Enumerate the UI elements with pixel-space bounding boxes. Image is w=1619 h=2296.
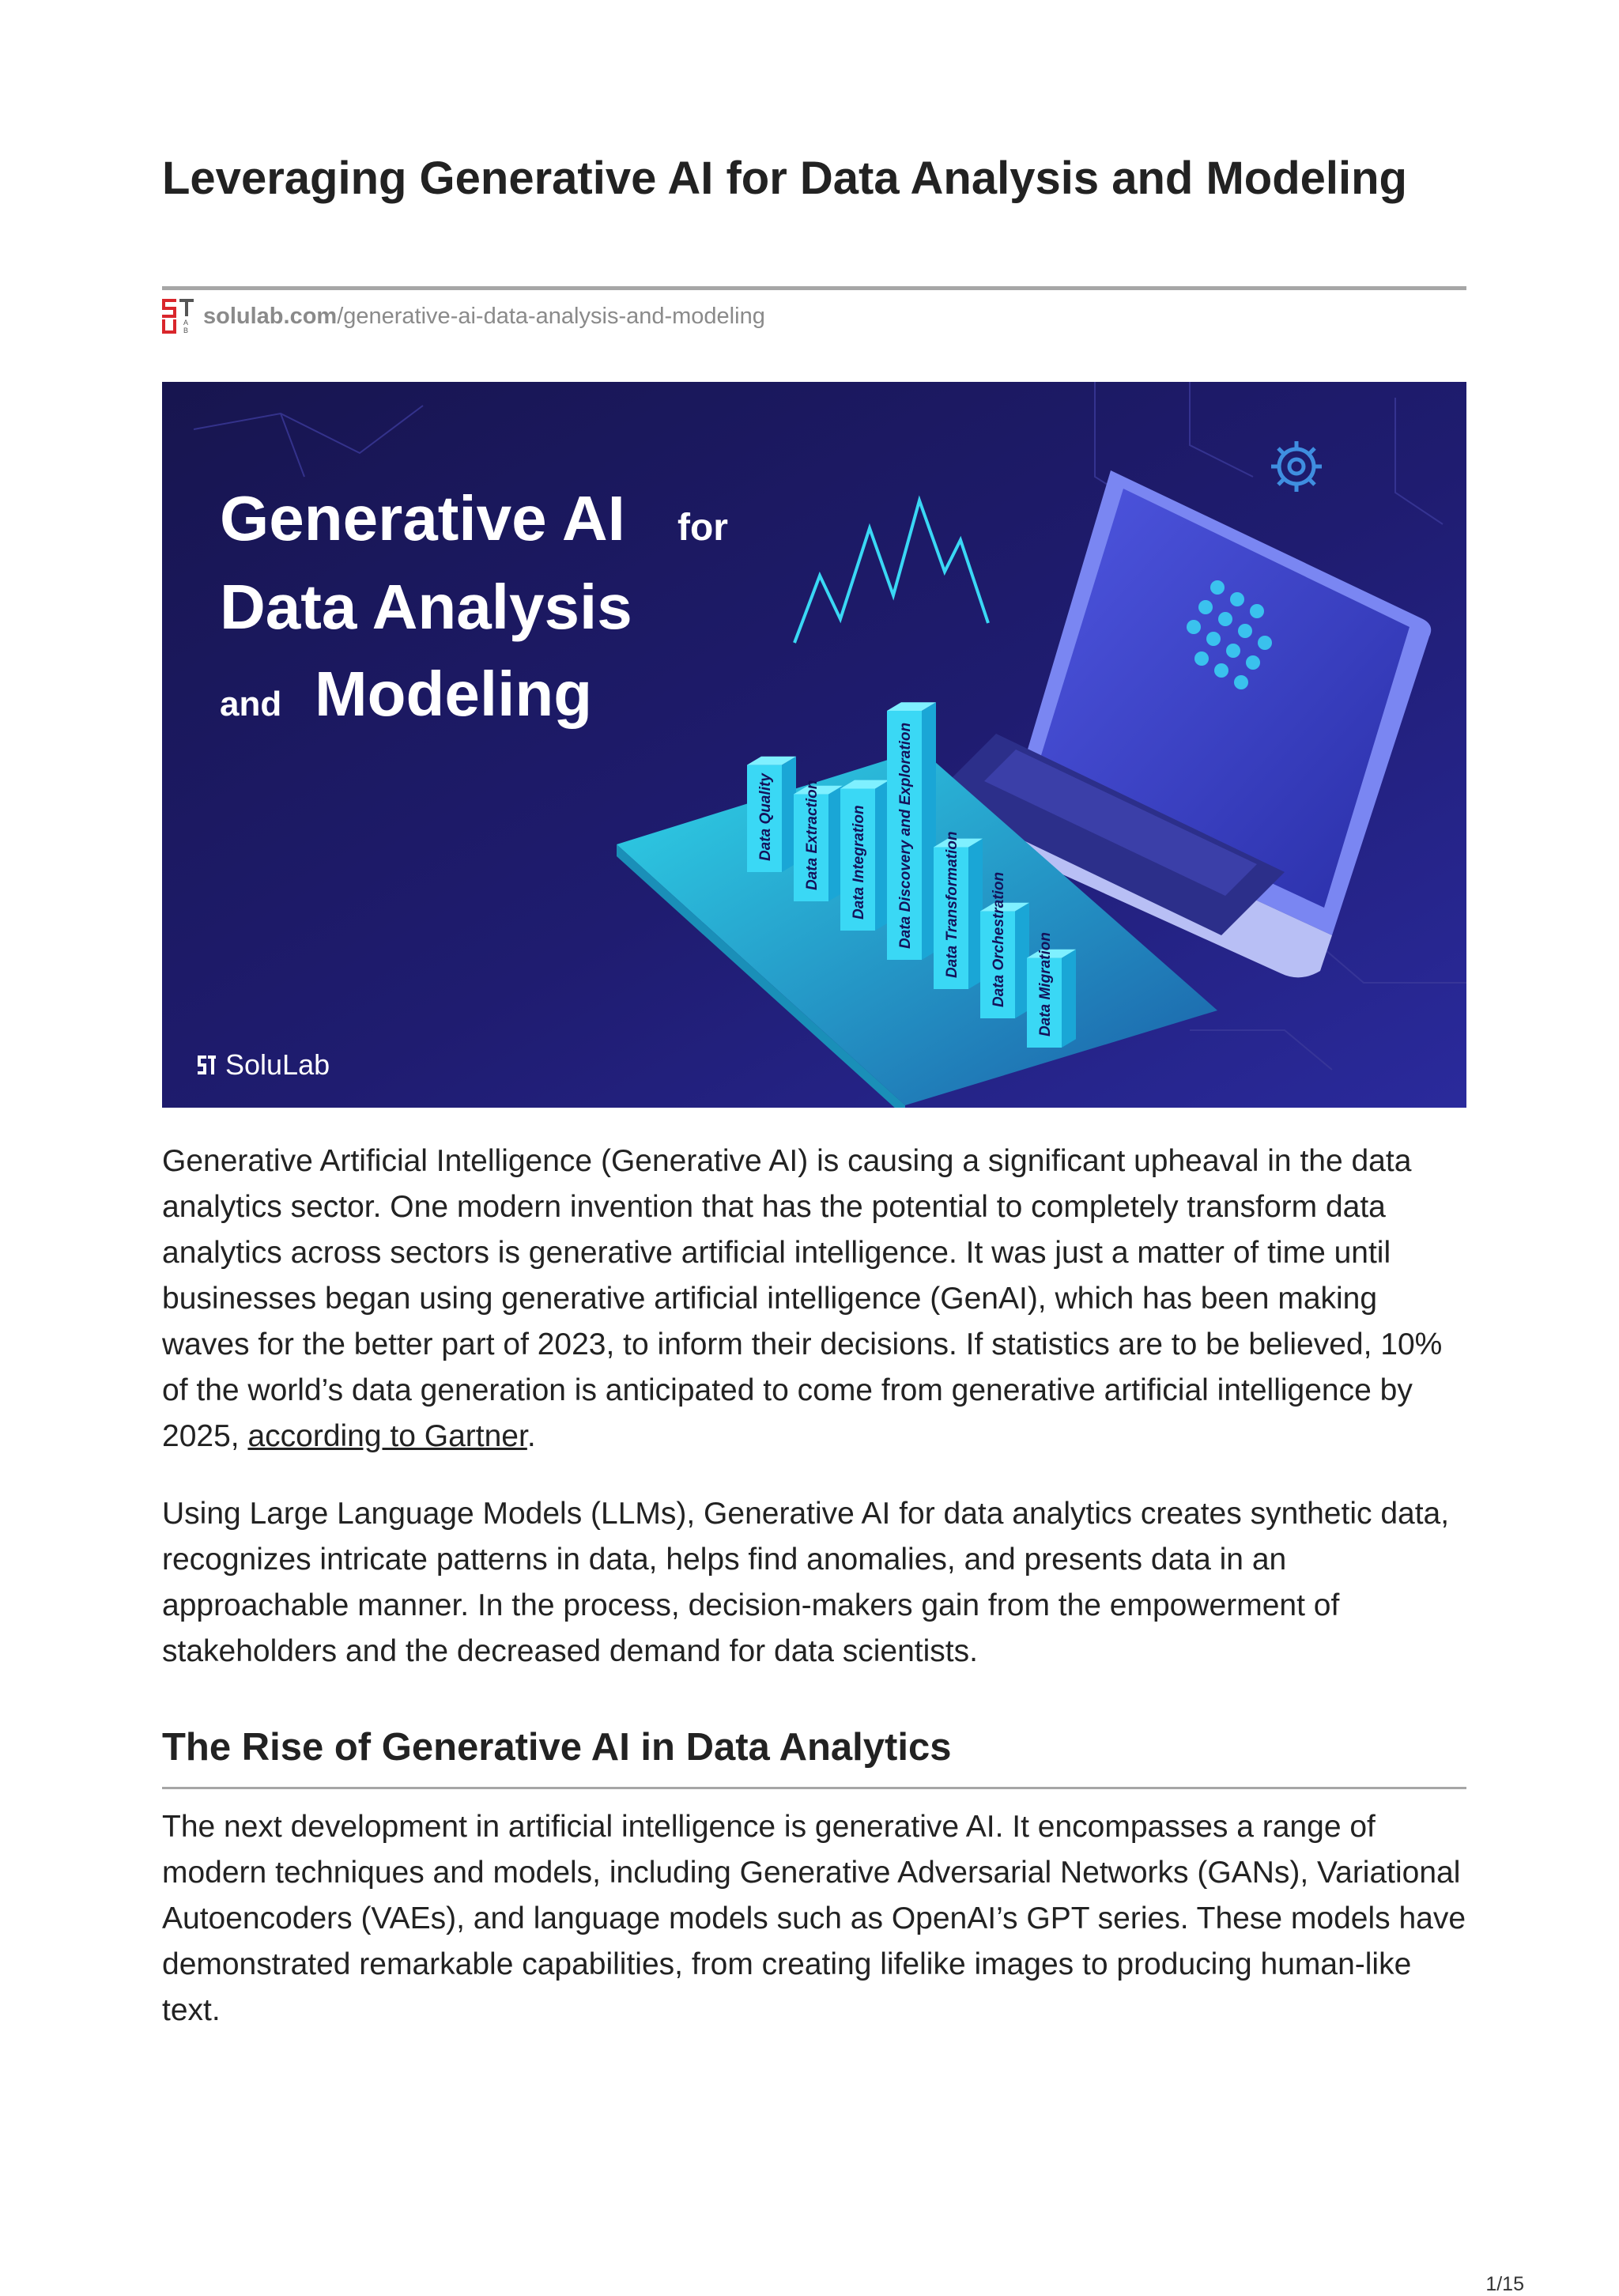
hero-bar — [934, 832, 983, 989]
hero-headline-line2: Data Analysis — [220, 572, 632, 642]
hero-banner-image — [162, 382, 1466, 1108]
hero-bar — [887, 702, 936, 960]
hero-bar-label: Data Migration — [1037, 932, 1054, 1037]
hero-headline-line1: Generative AI — [220, 483, 625, 553]
hero-bar — [840, 780, 889, 931]
article-title: Leveraging Generative AI for Data Analysis and Modeling — [162, 153, 1407, 204]
paragraph-intro — [162, 1139, 1466, 1460]
paragraph-intro-text: Generative Artificial Intelligence (Generative AI) is causing a significant upheaval in the data analytics sector. One modern invention that has the potential to completely transform data analytics across sectors is generative artificial intelligence. It was just a matter of time until businesses began using generative artificial intelligence (GenAI), which has been making waves for the better part of 2023, to inform their decisions. If statistics are to be believed, 10% of the world’s data generation is anticipated to come from generative artificial intelligence by 2025, — [162, 1144, 1443, 1453]
title-divider — [162, 286, 1466, 290]
section-divider — [162, 1787, 1466, 1789]
page-indicator: 1/15 — [1485, 2273, 1524, 2295]
hero-bar-label: Data Quality — [757, 773, 774, 861]
hero-bar-label: Data Discovery and Exploration — [897, 722, 914, 949]
solulab-logo-icon — [162, 299, 194, 334]
hero-bar-side — [1062, 950, 1076, 1048]
section-heading: The Rise of Generative AI in Data Analytics — [162, 1726, 952, 1769]
paragraph-rise: The next development in artificial intelligence is generative AI. It encompasses a range of modern techniques and models, including Generative Adversarial Networks (GANs), Variational Autoencoders (VAEs), and language models such as OpenAI’s GPT series. These models have demonstrated remarkable capabilities, from creating lifelike images to producing human-like text. — [162, 1810, 1466, 2027]
hero-bar — [794, 780, 843, 901]
svg-text:A: A — [183, 319, 189, 327]
hero-brand-name: SoluLab — [225, 1048, 330, 1081]
svg-text:B: B — [183, 327, 189, 334]
gartner-link[interactable]: according to Gartner — [247, 1419, 527, 1453]
hero-bar — [747, 757, 796, 872]
source-line — [162, 299, 765, 334]
hero-headline-and: and — [220, 685, 282, 723]
hero-bar-label: Data Transformation — [944, 831, 960, 978]
hero-bar-label: Data Orchestration — [991, 871, 1007, 1007]
hero-bar-label: Data Extraction — [804, 780, 821, 890]
hero-headline-line3: Modeling — [315, 659, 593, 729]
hero-bar-label: Data Integration — [851, 805, 867, 920]
source-path: /generative-ai-data-analysis-and-modeling — [337, 303, 765, 329]
hero-headline-for: for — [677, 507, 728, 549]
paragraph-intro-end: . — [526, 1419, 536, 1453]
source-domain: solulab.com — [203, 303, 338, 329]
paragraph-llms: Using Large Language Models (LLMs), Generative AI for data analytics creates synthetic data, recognizes intricate patterns in data, helps find anomalies, and presents data in an approachable manner. In the process, decision-makers gain from the empowerment of stakeholders and the decreased demand for data scientists. — [162, 1497, 1450, 1668]
